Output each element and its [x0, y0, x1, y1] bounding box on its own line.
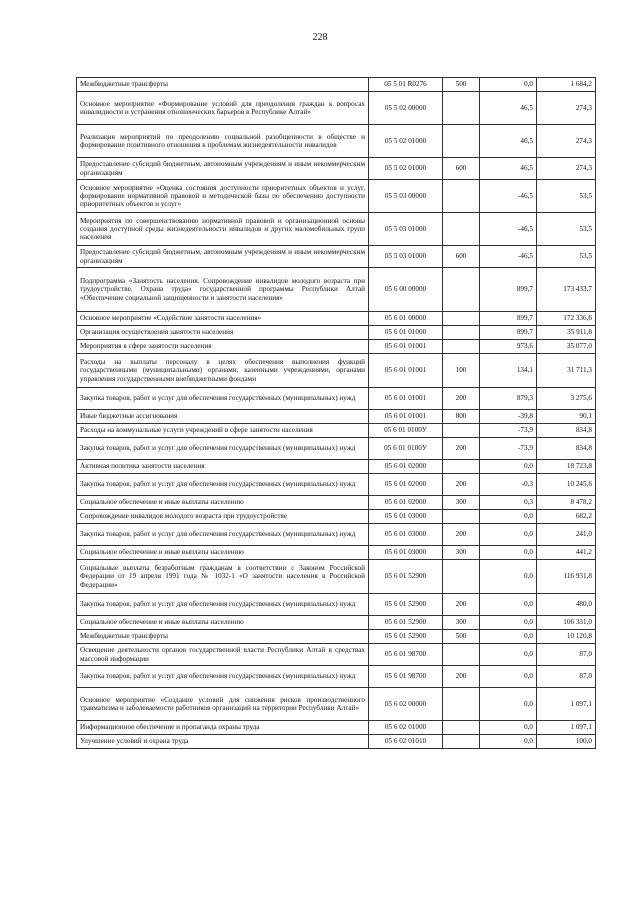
row-total-cell: 10 120,8	[537, 630, 596, 644]
table-row	[77, 354, 596, 388]
row-total-cell: 173 433,7	[537, 268, 596, 312]
row-code-cell: 05 6 02 01000	[369, 721, 443, 735]
row-change-cell: 46,5	[480, 125, 537, 158]
table-row	[77, 496, 596, 510]
row-code-cell: 05 6 01 01001	[369, 388, 443, 410]
table-row	[77, 92, 596, 125]
row-change-cell: 0,0	[480, 460, 537, 474]
table-row	[77, 644, 596, 666]
row-change-cell: 899,7	[480, 312, 537, 326]
budget-table-body	[77, 78, 596, 749]
row-expense-type-cell: 300	[443, 546, 480, 560]
row-name-cell: Закупка товаров, работ и услуг для обеспечения государственных (муниципальных) нужд	[77, 666, 369, 688]
table-row	[77, 268, 596, 312]
table-row	[77, 474, 596, 496]
row-expense-type-cell	[443, 180, 480, 213]
row-total-cell: 3 275,6	[537, 388, 596, 410]
row-expense-type-cell	[443, 510, 480, 524]
table-row	[77, 721, 596, 735]
table-row	[77, 326, 596, 340]
row-total-cell: 8 478,2	[537, 496, 596, 510]
row-name-cell: Предоставление субсидий бюджетным, автономным учреждениям и иным некоммерческим организациям	[77, 158, 369, 180]
row-total-cell: 274,3	[537, 92, 596, 125]
row-change-cell: 0,0	[480, 688, 537, 721]
row-code-cell: 05 6 01 03000	[369, 524, 443, 546]
row-expense-type-cell: 200	[443, 474, 480, 496]
table-row	[77, 594, 596, 616]
row-code-cell: 05 6 01 0100У	[369, 438, 443, 460]
row-code-cell: 05 6 01 0100У	[369, 424, 443, 438]
row-total-cell: 172 336,6	[537, 312, 596, 326]
row-change-cell: -73,9	[480, 438, 537, 460]
row-code-cell: 05 6 01 03000	[369, 510, 443, 524]
row-total-cell: 480,0	[537, 594, 596, 616]
row-change-cell: 879,3	[480, 388, 537, 410]
table-row	[77, 666, 596, 688]
row-total-cell: 834,8	[537, 438, 596, 460]
table-row	[77, 180, 596, 213]
row-total-cell: 31 711,3	[537, 354, 596, 388]
row-change-cell: 973,6	[480, 340, 537, 354]
row-total-cell: 834,8	[537, 424, 596, 438]
row-total-cell: 35 911,8	[537, 326, 596, 340]
row-name-cell: Расходы на коммунальные услуги учреждений в сфере занятости населения	[77, 424, 369, 438]
row-change-cell: 46,5	[480, 158, 537, 180]
row-code-cell: 05 6 01 01001	[369, 354, 443, 388]
row-total-cell: 10 245,6	[537, 474, 596, 496]
row-total-cell: 441,2	[537, 546, 596, 560]
row-change-cell: 46,5	[480, 92, 537, 125]
row-change-cell: 0,0	[480, 524, 537, 546]
table-row	[77, 438, 596, 460]
row-change-cell: -73,9	[480, 424, 537, 438]
row-name-cell: Освещение деятельности органов государственной власти Республики Алтай в средствах массовой информации	[77, 644, 369, 666]
row-change-cell: -0,3	[480, 474, 537, 496]
row-name-cell: Реализация мероприятий по преодолению социальной разобщенности в обществе и формирование позитивного отношения к проблемам жизнедеятельности инвалидов	[77, 125, 369, 158]
row-total-cell: 53,5	[537, 180, 596, 213]
row-total-cell: 18 723,8	[537, 460, 596, 474]
table-row	[77, 158, 596, 180]
table-row	[77, 312, 596, 326]
row-expense-type-cell	[443, 560, 480, 594]
table-row	[77, 616, 596, 630]
row-expense-type-cell: 200	[443, 388, 480, 410]
row-total-cell: 1 097,1	[537, 688, 596, 721]
row-code-cell: 05 5 03 01000	[369, 213, 443, 246]
row-code-cell: 05 6 01 01001	[369, 410, 443, 424]
row-total-cell: 1 684,2	[537, 78, 596, 92]
row-code-cell: 05 6 01 52900	[369, 630, 443, 644]
row-expense-type-cell: 300	[443, 616, 480, 630]
row-code-cell: 05 6 01 52900	[369, 594, 443, 616]
row-change-cell: 0,0	[480, 644, 537, 666]
row-code-cell: 05 6 01 52900	[369, 616, 443, 630]
table-row	[77, 560, 596, 594]
row-name-cell: Предоставление субсидий бюджетным, автономным учреждениям и иным некоммерческим организациям	[77, 246, 369, 268]
row-name-cell: Активная политика занятости населения	[77, 460, 369, 474]
row-code-cell: 05 6 02 00000	[369, 688, 443, 721]
row-total-cell: 116 931,8	[537, 560, 596, 594]
table-row	[77, 246, 596, 268]
row-change-cell: 0,0	[480, 616, 537, 630]
row-total-cell: 682,2	[537, 510, 596, 524]
row-expense-type-cell: 200	[443, 594, 480, 616]
table-row	[77, 125, 596, 158]
row-name-cell: Основное мероприятие «Оценка состояния доступности приоритетных объектов и услуг, формирование нормативной правовой и методической базы по обеспечению доступности приоритетных объектов и услуг»	[77, 180, 369, 213]
row-change-cell: 0,0	[480, 594, 537, 616]
row-name-cell: Иные бюджетные ассигнования	[77, 410, 369, 424]
row-change-cell: 0,0	[480, 560, 537, 594]
row-name-cell: Закупка товаров, работ и услуг для обеспечения государственных (муниципальных) нужд	[77, 388, 369, 410]
row-expense-type-cell: 100	[443, 354, 480, 388]
row-total-cell: 53,5	[537, 213, 596, 246]
row-code-cell: 05 6 01 01001	[369, 340, 443, 354]
row-name-cell: Социальные выплаты безработным гражданам в соответствии с Законом Российской Федерации от 19 апреля 1991 года № 1032-1 «О занятости населения в Российской Федерации»	[77, 560, 369, 594]
row-expense-type-cell: 200	[443, 524, 480, 546]
row-code-cell: 05 6 01 98700	[369, 644, 443, 666]
row-expense-type-cell	[443, 688, 480, 721]
row-total-cell: 87,0	[537, 666, 596, 688]
row-change-cell: 0,0	[480, 630, 537, 644]
row-name-cell: Социальное обеспечение и иные выплаты населению	[77, 496, 369, 510]
row-name-cell: Закупка товаров, работ и услуг для обеспечения государственных (муниципальных) нужд	[77, 524, 369, 546]
row-name-cell: Подпрограмма «Занятость населения. Сопровождение инвалидов молодого возраста при трудоустройстве. Охрана труда» государственной программы Республики Алтай «Обеспечение социальной защищенности и занятости населения»	[77, 268, 369, 312]
row-change-cell: 899,7	[480, 326, 537, 340]
table-row	[77, 735, 596, 749]
row-total-cell: 53,5	[537, 246, 596, 268]
row-total-cell: 274,3	[537, 125, 596, 158]
table-row	[77, 510, 596, 524]
row-name-cell: Закупка товаров, работ и услуг для обеспечения государственных (муниципальных) нужд	[77, 438, 369, 460]
row-name-cell: Основное мероприятие «Содействие занятости населения»	[77, 312, 369, 326]
row-total-cell: 1 097,1	[537, 721, 596, 735]
row-code-cell: 05 6 01 52900	[369, 560, 443, 594]
row-code-cell: 05 6 01 98700	[369, 666, 443, 688]
row-change-cell: 134,1	[480, 354, 537, 388]
row-name-cell: Основное мероприятие «Создание условий для снижения рисков производственного травматизма и заболеваемости работников организаций на территории Республики Алтай»	[77, 688, 369, 721]
row-total-cell: 100,0	[537, 735, 596, 749]
row-name-cell: Мероприятия в сфере занятости населения	[77, 340, 369, 354]
row-expense-type-cell	[443, 268, 480, 312]
row-code-cell: 05 6 01 02000	[369, 474, 443, 496]
row-change-cell: 0,3	[480, 496, 537, 510]
row-expense-type-cell	[443, 340, 480, 354]
row-expense-type-cell: 200	[443, 666, 480, 688]
table-row	[77, 424, 596, 438]
row-total-cell: 274,3	[537, 158, 596, 180]
row-expense-type-cell	[443, 326, 480, 340]
row-code-cell: 05 6 01 03000	[369, 546, 443, 560]
table-row	[77, 546, 596, 560]
row-change-cell: 899,7	[480, 268, 537, 312]
row-name-cell: Социальное обеспечение и иные выплаты населению	[77, 546, 369, 560]
row-expense-type-cell: 600	[443, 246, 480, 268]
row-name-cell: Межбюджетные трансферты	[77, 78, 369, 92]
row-expense-type-cell	[443, 721, 480, 735]
row-change-cell: 0,0	[480, 78, 537, 92]
row-code-cell: 05 5 02 00000	[369, 92, 443, 125]
row-name-cell: Улучшение условий и охрана труда	[77, 735, 369, 749]
table-row	[77, 460, 596, 474]
row-expense-type-cell	[443, 312, 480, 326]
table-row	[77, 213, 596, 246]
table-row	[77, 340, 596, 354]
row-name-cell: Сопровождение инвалидов молодого возраста при трудоустройстве	[77, 510, 369, 524]
row-code-cell: 05 6 01 01000	[369, 326, 443, 340]
row-total-cell: 87,0	[537, 644, 596, 666]
row-code-cell: 05 5 02 01000	[369, 158, 443, 180]
row-name-cell: Основное мероприятие «Формирование условий для преодоления граждан к вопросах инвалидности и устранения отношенческих барьеров в Республике Алтай»	[77, 92, 369, 125]
budget-table	[76, 77, 596, 749]
row-change-cell: 0,0	[480, 735, 537, 749]
row-name-cell: Закупка товаров, работ и услуг для обеспечения государственных (муниципальных) нужд	[77, 594, 369, 616]
row-change-cell: 0,0	[480, 666, 537, 688]
row-change-cell: 0,0	[480, 721, 537, 735]
row-name-cell: Мероприятия по совершенствованию нормативной правовой и организационной основы создания доступной среды жизнедеятельности инвалидов и других маломобильных групп населения	[77, 213, 369, 246]
row-change-cell: 0,0	[480, 546, 537, 560]
row-code-cell: 05 5 03 00000	[369, 180, 443, 213]
row-name-cell: Информационное обеспечение и пропаганда охраны труда	[77, 721, 369, 735]
table-row	[77, 524, 596, 546]
table-row	[77, 388, 596, 410]
row-name-cell: Организация осуществления занятости населения	[77, 326, 369, 340]
row-expense-type-cell: 300	[443, 496, 480, 510]
row-change-cell: -46,5	[480, 213, 537, 246]
row-total-cell: 241,0	[537, 524, 596, 546]
row-expense-type-cell	[443, 735, 480, 749]
row-name-cell: Межбюджетные трансферты	[77, 630, 369, 644]
row-code-cell: 05 6 02 01010	[369, 735, 443, 749]
row-total-cell: 90,1	[537, 410, 596, 424]
row-expense-type-cell	[443, 460, 480, 474]
table-row	[77, 78, 596, 92]
row-code-cell: 05 5 01 R0276	[369, 78, 443, 92]
row-name-cell: Закупка товаров, работ и услуг для обеспечения государственных (муниципальных) нужд	[77, 474, 369, 496]
page-number: 228	[312, 32, 328, 43]
row-expense-type-cell: 200	[443, 438, 480, 460]
row-code-cell: 05 6 01 02000	[369, 460, 443, 474]
table-row	[77, 410, 596, 424]
table-row	[77, 688, 596, 721]
row-code-cell: 05 6 01 00000	[369, 312, 443, 326]
row-expense-type-cell: 500	[443, 78, 480, 92]
row-name-cell: Расходы на выплаты персоналу в целях обеспечения выполнения функций государственными (муниципальными) органами, казенными учреждениями, органами управления государственными внебюджетными фондами	[77, 354, 369, 388]
row-expense-type-cell: 600	[443, 158, 480, 180]
table-row	[77, 630, 596, 644]
row-expense-type-cell	[443, 213, 480, 246]
row-code-cell: 05 5 03 01000	[369, 246, 443, 268]
row-expense-type-cell: 800	[443, 410, 480, 424]
row-expense-type-cell	[443, 92, 480, 125]
row-total-cell: 106 331,0	[537, 616, 596, 630]
row-code-cell: 05 5 02 01000	[369, 125, 443, 158]
row-change-cell: 0,0	[480, 510, 537, 524]
row-total-cell: 35 077,0	[537, 340, 596, 354]
row-expense-type-cell	[443, 644, 480, 666]
row-change-cell: -46,5	[480, 180, 537, 213]
row-change-cell: -46,5	[480, 246, 537, 268]
row-code-cell: 05 6 00 00000	[369, 268, 443, 312]
row-expense-type-cell	[443, 424, 480, 438]
row-expense-type-cell: 500	[443, 630, 480, 644]
row-change-cell: -39,8	[480, 410, 537, 424]
row-name-cell: Социальное обеспечение и иные выплаты населению	[77, 616, 369, 630]
row-code-cell: 05 6 01 02000	[369, 496, 443, 510]
row-expense-type-cell	[443, 125, 480, 158]
